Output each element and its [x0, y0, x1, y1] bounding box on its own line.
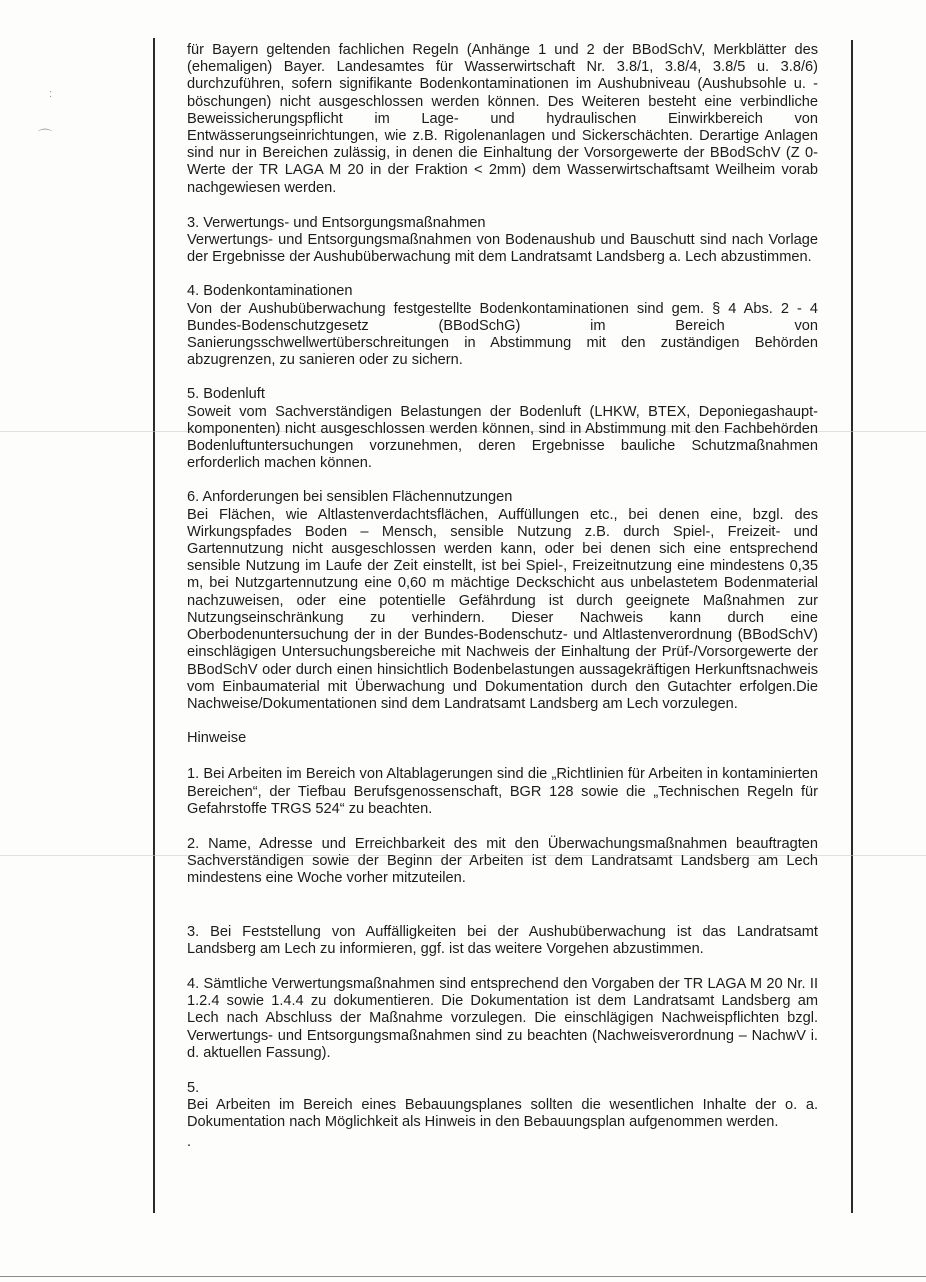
hinweis-item: Bei Arbeiten im Bereich eines Bebauungsplanes sollten die wesentlichen Inhalte der o. a. Dokumentation nach Möglichkeit als Hinweis in den Bebauungsplan aufgenommen werden. [187, 1097, 818, 1131]
section-sensible-nutzung [187, 489, 818, 713]
intro-paragraph: für Bayern geltenden fachlichen Regeln (Anhänge 1 und 2 der BBodSchV, Merkblätter des (ehemaligen) Bayer. Landesamtes für Wasserwirtschaft Nr. 3.8/1, 3.8/4, 3.8/5 u. 3.8/6) durchzuführen, sofern signifikante Bodenkontaminationen im Aushubniveau (Aushubsohle u. -böschungen) nicht ausgeschlossen werden können. Des Weiteren besteht eine verbindliche Beweissicherungspflicht im Lage- und hydraulischen Einwirkbereich von Entwässerungseinrichtungen, wie z.B. Rigolenanlagen und Sickerschächten. Derartige Anlagen sind nur in Bereichen zulässig, in denen die Einhaltung der Vorsorgewerte der BBodSchV (Z 0-Werte der TR LAGA M 20 in der Fraktion < 2mm) dem Wasserwirtschaftsamt Weilheim vorab nachgewiesen werden. [187, 42, 818, 196]
section-body: Von der Aushubüberwachung festgestellte Bodenkontaminationen sind gem. § 4 Abs. 2 - 4 Bundes-Bodenschutzgesetz (BBodSchG) im Bereich von Sanierungsschwellwertüberschreitungen in Abstimmung mit den zuständigen Behörden abzugrenzen, zu sanieren oder zu sichern. [187, 300, 818, 369]
section-body: Soweit vom Sachverständigen Belastungen der Bodenluft (LHKW, BTEX, Deponiegashaupt-komponenten) nicht ausgeschlossen werden können, sind in Abstimmung mit den Fachbehörden Bodenluftuntersuchungen vorzunehmen, deren Ergebnisse bauliche Schutzmaßnahmen erforderlich machen können. [187, 403, 818, 472]
hinweise-title: Hinweise [187, 730, 247, 747]
page-bottom-edge [0, 1276, 926, 1277]
hinweis-item-number: 5. [187, 1079, 200, 1096]
hinweis-item: 2. Name, Adresse und Erreichbarkeit des mit den Überwachungsmaßnahmen beauftragten Sachverständigen sowie der Beginn der Arbeiten ist dem Landratsamt Landsberg am Lech mindestens eine Woche vorher mitzuteilen. [187, 835, 818, 887]
left-margin-rule [153, 38, 155, 1213]
section-heading: 3. Verwertungs- und Entsorgungsmaßnahmen [187, 214, 486, 231]
section-body: Bei Flächen, wie Altlastenverdachtsflächen, Auffüllungen etc., bei denen eine, bzgl. des Wirkungspfades Boden – Mensch, sensible Nutzung z.B. durch Spiel-, Freizeit- und Gartennutzung nicht ausgeschlossen werden kann, oder bei denen sich eine entsprechend sensible Nutzung im Laufe der Zeit einstellt, ist bei Spiel-, Freizeitnutzung eine mindestens 0,35 m, bei Nutzgartennutzung eine 0,60 m mächtige Deckschicht aus unbelastetem Bodenmaterial nachzuweisen, oder eine potentielle Gefährdung ist durch geeignete Maßnahmen zur Nutzungseinschränkung zu verhindern. Dieser Nachweis kann durch eine Oberbodenuntersuchung der in der Bundes-Bodenschutz- und Altlastenverordnung (BBodSchV) einschlägigen Untersuchungsbereiche mit Nachweis der Einhaltung der Prüf-/Vorsorgewerte der BBodSchV oder durch einen hinsichtlich Bodenbelastungen aussagekräftigen Herkunftsnachweis vom Einbaumaterial mit Überwachung und Dokumentation durch den Gutachter erfolgen.Die Nachweise/Dokumentationen sind dem Landratsamt Landsberg am Lech vorzulegen. [187, 506, 818, 712]
section-heading: 5. Bodenluft [187, 386, 265, 403]
section-heading: 6. Anforderungen bei sensiblen Flächennutzungen [187, 489, 513, 506]
punch-mark: ⌒ [38, 128, 52, 144]
trailing-mark: . [187, 1133, 192, 1150]
section-bodenluft [187, 386, 818, 472]
right-margin-rule [851, 40, 853, 1213]
document-body [187, 42, 818, 1151]
punch-mark: : [49, 88, 53, 100]
section-bodenkontaminationen [187, 283, 818, 369]
section-verwertung [187, 215, 818, 267]
section-heading: 4. Bodenkontaminationen [187, 283, 353, 300]
hinweis-item: 3. Bei Feststellung von Auffälligkeiten bei der Aushubüberwachung ist das Landratsamt Landsberg am Lech zu informieren, ggf. ist das weitere Vorgehen abzustimmen. [187, 923, 818, 957]
section-body: Verwertungs- und Entsorgungsmaßnahmen von Bodenaushub und Bauschutt sind nach Vorlage der Ergebnisse der Aushubüberwachung mit dem Landratsamt Landsberg a. Lech abzustimmen. [187, 232, 818, 266]
hinweis-item: 1. Bei Arbeiten im Bereich von Altablagerungen sind die „Richtlinien für Arbeiten in kontaminierten Bereichen“, der Tiefbau Berufsgenossenschaft, BGR 128 sowie die „Technischen Regeln für Gefahrstoffe TRGS 524“ zu beachten. [187, 766, 818, 817]
blank-gap [187, 906, 818, 924]
hinweis-item: 4. Sämtliche Verwertungsmaßnahmen sind entsprechend den Vorgaben der TR LAGA M 20 Nr. II 1.2.4 sowie 1.4.4 zu dokumentieren. Die Dokumentation ist dem Landratsamt Landsberg am Lech nach Abschluss der Maßnahme vorzulegen. Die einschlägigen Nachweispflichten bzgl. Verwertungs- und Entsorgungsmaßnahmen sind zu beachten (Nachweisverordnung – NachwV i. d. aktuellen Fassung). [187, 975, 818, 1061]
